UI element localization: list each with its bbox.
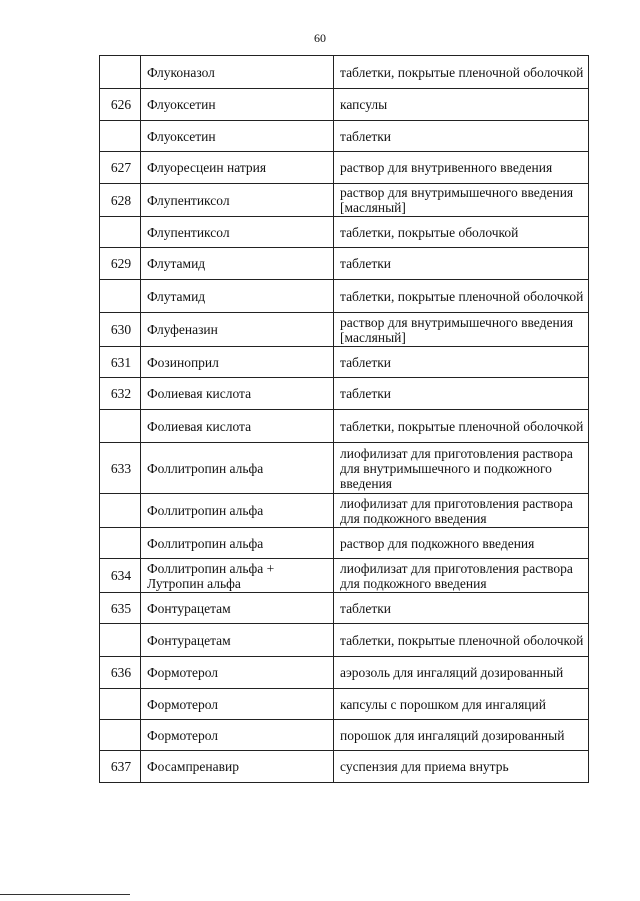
row-number: 636 <box>100 657 141 689</box>
page-number: 60 <box>314 31 326 45</box>
table-row <box>100 248 589 280</box>
row-number: 626 <box>100 89 141 121</box>
dosage-form: таблетки, покрытые оболочкой <box>334 217 589 248</box>
drug-name: Фоллитропин альфа <box>141 494 334 528</box>
dosage-form: капсулы <box>334 89 589 121</box>
row-number: 628 <box>100 184 141 217</box>
drug-name: Фолиевая кислота <box>141 378 334 410</box>
dosage-form: лиофилизат для приготовления раствора для подкожного введения <box>334 494 589 528</box>
drug-name: Флуоресцеин натрия <box>141 152 334 184</box>
table-row <box>100 184 589 217</box>
table-row <box>100 410 589 443</box>
dosage-form: раствор для внутримышечного введения [масляный] <box>334 313 589 347</box>
table-row <box>100 56 589 89</box>
table-row <box>100 559 589 593</box>
row-number: 635 <box>100 593 141 624</box>
drug-name: Формотерол <box>141 657 334 689</box>
dosage-form: аэрозоль для ингаляций дозированный <box>334 657 589 689</box>
drug-name: Фоллитропин альфа + Лутропин альфа <box>141 559 334 593</box>
row-number <box>100 280 141 313</box>
table-row <box>100 593 589 624</box>
row-number <box>100 528 141 559</box>
dosage-form: лиофилизат для приготовления раствора для внутримышечного и подкожного введения <box>334 443 589 494</box>
drug-name: Фолиевая кислота <box>141 410 334 443</box>
row-number: 627 <box>100 152 141 184</box>
row-number <box>100 624 141 657</box>
table-row <box>100 443 589 494</box>
row-number <box>100 217 141 248</box>
dosage-form: таблетки <box>334 347 589 378</box>
table-row <box>100 494 589 528</box>
table-row <box>100 624 589 657</box>
dosage-form: порошок для ингаляций дозированный <box>334 720 589 751</box>
table-row <box>100 657 589 689</box>
row-number <box>100 494 141 528</box>
dosage-form: раствор для внутривенного введения <box>334 152 589 184</box>
dosage-form: таблетки <box>334 593 589 624</box>
row-number: 633 <box>100 443 141 494</box>
table-row <box>100 152 589 184</box>
dosage-form: раствор для подкожного введения <box>334 528 589 559</box>
dosage-form: таблетки <box>334 378 589 410</box>
dosage-form: таблетки, покрытые пленочной оболочкой <box>334 410 589 443</box>
row-number: 634 <box>100 559 141 593</box>
table-row <box>100 378 589 410</box>
dosage-form: таблетки, покрытые пленочной оболочкой <box>334 280 589 313</box>
drug-name: Флуоксетин <box>141 89 334 121</box>
drug-name: Фозиноприл <box>141 347 334 378</box>
drug-name: Фосампренавир <box>141 751 334 783</box>
drug-name: Флуоксетин <box>141 121 334 152</box>
table-row <box>100 720 589 751</box>
row-number <box>100 121 141 152</box>
drug-name: Фоллитропин альфа <box>141 528 334 559</box>
dosage-form: таблетки <box>334 248 589 280</box>
row-number: 630 <box>100 313 141 347</box>
table-row <box>100 280 589 313</box>
table-row <box>100 121 589 152</box>
drug-name: Фонтурацетам <box>141 593 334 624</box>
table-row <box>100 528 589 559</box>
row-number: 637 <box>100 751 141 783</box>
table-row <box>100 751 589 783</box>
drug-table <box>99 55 589 783</box>
dosage-form: таблетки, покрытые пленочной оболочкой <box>334 56 589 89</box>
drug-name: Флутамид <box>141 280 334 313</box>
table-body <box>100 56 589 783</box>
drug-name: Флуконазол <box>141 56 334 89</box>
drug-name: Формотерол <box>141 720 334 751</box>
row-number <box>100 56 141 89</box>
dosage-form: суспензия для приема внутрь <box>334 751 589 783</box>
row-number <box>100 720 141 751</box>
table-row <box>100 313 589 347</box>
table-row <box>100 89 589 121</box>
drug-name: Фонтурацетам <box>141 624 334 657</box>
table-row <box>100 689 589 720</box>
dosage-form: лиофилизат для приготовления раствора для подкожного введения <box>334 559 589 593</box>
row-number <box>100 689 141 720</box>
row-number: 629 <box>100 248 141 280</box>
drug-name: Флуфеназин <box>141 313 334 347</box>
footer-rule <box>0 894 130 895</box>
drug-name: Флутамид <box>141 248 334 280</box>
table-row <box>100 217 589 248</box>
table-row <box>100 347 589 378</box>
dosage-form: таблетки <box>334 121 589 152</box>
drug-name: Флупентиксол <box>141 184 334 217</box>
drug-name: Фоллитропин альфа <box>141 443 334 494</box>
dosage-form: таблетки, покрытые пленочной оболочкой <box>334 624 589 657</box>
row-number <box>100 410 141 443</box>
row-number: 632 <box>100 378 141 410</box>
row-number: 631 <box>100 347 141 378</box>
dosage-form: капсулы с порошком для ингаляций <box>334 689 589 720</box>
drug-name: Формотерол <box>141 689 334 720</box>
dosage-form: раствор для внутримышечного введения [масляный] <box>334 184 589 217</box>
drug-name: Флупентиксол <box>141 217 334 248</box>
